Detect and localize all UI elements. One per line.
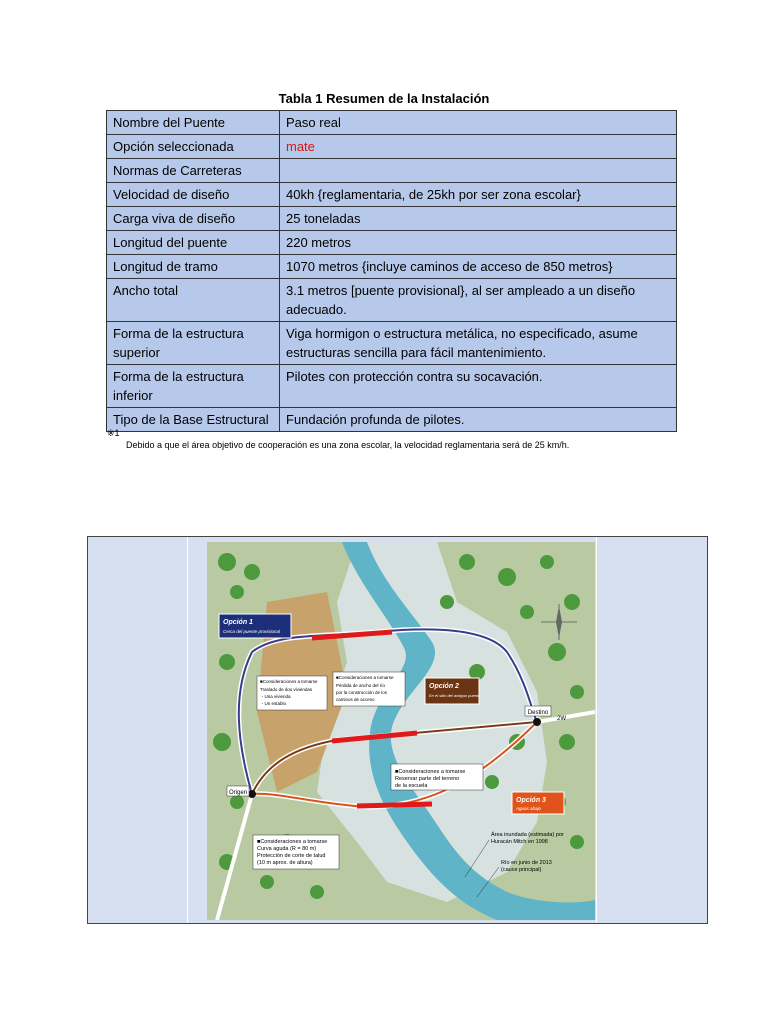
option-2-badge <box>425 678 479 704</box>
row-key: Forma de la estructura inferior <box>107 365 280 408</box>
table-row <box>107 111 677 135</box>
bridge-options-map <box>207 542 595 920</box>
row-key: Carga viva de diseño <box>107 207 280 231</box>
row-key: Velocidad de diseño <box>107 183 280 207</box>
table-row <box>107 408 677 432</box>
row-key: Nombre del Puente <box>107 111 280 135</box>
row-key: Opción seleccionada <box>107 135 280 159</box>
river-label-2: (cauce principal) <box>501 867 542 873</box>
table-row <box>107 365 677 408</box>
row-key: Longitud del puente <box>107 231 280 255</box>
map-illustration <box>207 542 595 920</box>
note-3-line-1: Reservar parte del terreno <box>395 776 460 782</box>
destination-label: Destino <box>527 710 549 716</box>
note-2-line-1: Pérdida de ancho del río <box>336 683 386 688</box>
row-key: Forma de la estructura superior <box>107 322 280 365</box>
note-4-line-2: Protección de corte de talud <box>257 853 326 859</box>
note-4-line-1: Curva aguda (R = 80 m) <box>257 846 317 852</box>
row-value: Fundación profunda de pilotes. <box>280 408 677 432</box>
row-value: Pilotes con protección contra su socavación. <box>280 365 677 408</box>
option-2-subtitle: En el sitio del antiguo puente <box>429 693 481 698</box>
option-1-subtitle: Cerca del puente provisional <box>223 629 281 634</box>
row-value: 1070 metros {incluye caminos de acceso de 850 metros} <box>280 255 677 279</box>
row-key: Normas de Carreteras <box>107 159 280 183</box>
frame-divider-right <box>596 537 597 923</box>
table-row <box>107 207 677 231</box>
row-value <box>280 159 677 183</box>
note-1-line-1: Traslado de dos viviendas <box>260 687 313 692</box>
row-key: Ancho total <box>107 279 280 322</box>
row-key: Longitud de tramo <box>107 255 280 279</box>
note-1-line-3: ・Un establo <box>260 701 287 706</box>
row-value: 25 toneladas <box>280 207 677 231</box>
table-caption: Tabla 1 Resumen de la Instalación <box>278 91 490 106</box>
footnote-mark: ※1 <box>107 428 120 438</box>
note-3-line-2: de la escuela <box>395 783 428 789</box>
row-value: 3.1 metros [puente provisional}, al ser ampleado a un diseño adecuado. <box>280 279 677 322</box>
table-row <box>107 231 677 255</box>
row-value: 40kh {reglamentaria, de 25kh por ser zona escolar} <box>280 183 677 207</box>
table-row <box>107 135 677 159</box>
note-3-title: ■Consideraciones a tomarse <box>395 769 466 775</box>
note-2-line-2: por la construcción de los <box>336 690 388 695</box>
table-row <box>107 255 677 279</box>
table-row <box>107 159 677 183</box>
flood-area-label: Área inundada (estimada) por <box>491 832 564 838</box>
note-2-title: ■Consideraciones a tomarse <box>336 675 394 680</box>
row-key: Tipo de la Base Estructural <box>107 408 280 432</box>
row-value: Paso real <box>280 111 677 135</box>
table-row <box>107 183 677 207</box>
flood-area-label-2: Huracán Mitch en 1998 <box>491 839 548 845</box>
frame-divider-left <box>187 537 188 923</box>
map-figure-frame <box>87 536 708 924</box>
river-label: Río en junio de 2013 <box>501 860 552 866</box>
note-1-line-2: ・Una vivienda <box>260 694 291 699</box>
note-4-line-3: (10 m aprox. de altura) <box>257 860 313 866</box>
option-2-title: Opción 2 <box>429 683 459 690</box>
table-row <box>107 279 677 322</box>
note-2-line-3: caminos de acceso <box>336 697 375 702</box>
row-value: mate <box>280 135 677 159</box>
installation-summary-table <box>106 110 677 432</box>
note-1-title: ■Consideraciones a tomarse <box>260 679 318 684</box>
note-4-title: ■Consideraciones a tomarse <box>257 839 328 845</box>
origin-label: Origen <box>228 790 248 796</box>
road-number-label: 2W <box>557 716 566 722</box>
footnote-text: Debido a que el área objetivo de cooperación es una zona escolar, la velocidad reglamentaria será de 25 km/h. <box>126 440 570 450</box>
row-value: 220 metros <box>280 231 677 255</box>
row-value: Viga hormigon o estructura metálica, no especificado, asume estructuras sencilla para fácil mantenimiento. <box>280 322 677 365</box>
table-row <box>107 322 677 365</box>
destination-point <box>533 718 541 726</box>
option-1-title: Opción 1 <box>223 619 253 626</box>
bridge-option-3 <box>357 804 432 806</box>
option-3-title: Opción 3 <box>516 797 546 804</box>
option-3-subtitle: Aguas abajo <box>516 806 542 811</box>
option-1-badge <box>219 614 291 638</box>
